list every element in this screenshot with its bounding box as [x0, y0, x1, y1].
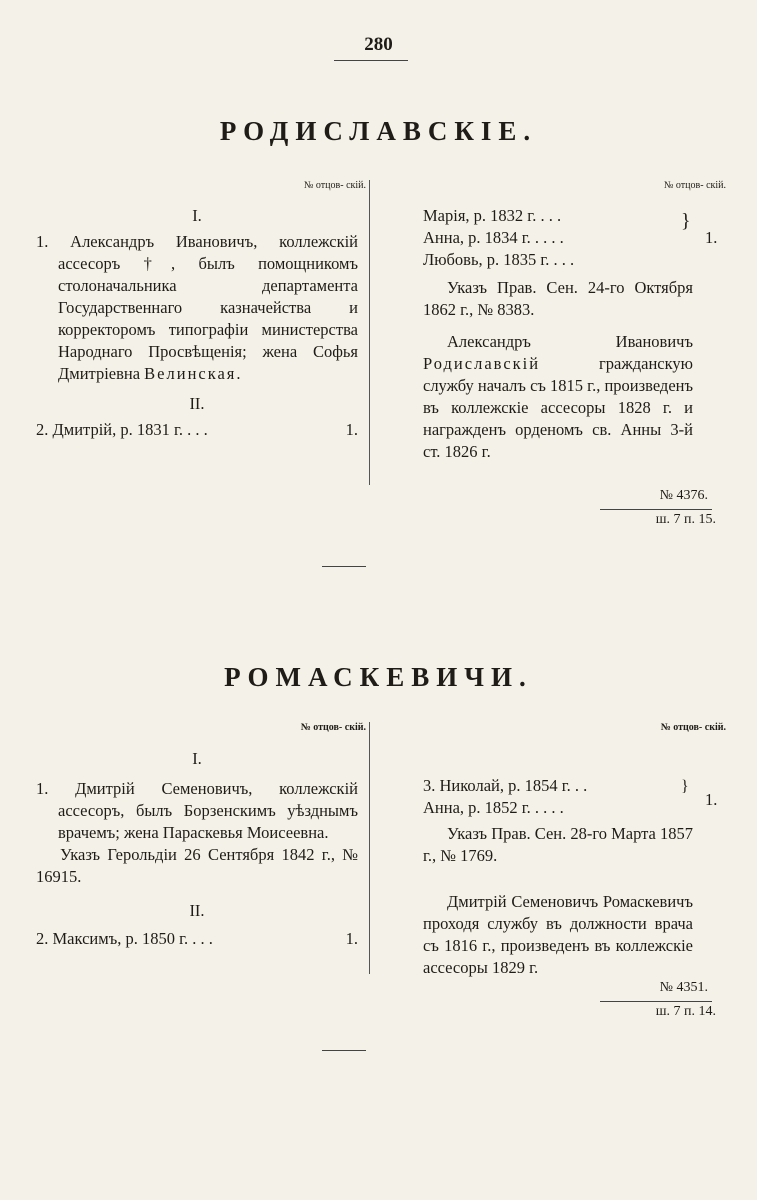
section-separator: [322, 1050, 366, 1051]
entry-paragraph: 1. Дмитрій Семеновичъ, коллежскій ассесоръ, былъ Борзенскимъ уѣзднымъ врачемъ; жена Параскевья Моисеевна.: [36, 779, 358, 842]
child-text: 2. Максимъ, р. 1850 г. . . .: [36, 929, 213, 948]
child-entry: [36, 419, 358, 441]
child-text: Анна, р. 1834 г. . . . .: [423, 228, 564, 247]
child-text: 2. Дмитрій, р. 1831 г. . . .: [36, 420, 208, 439]
decree-reference: Указъ Герольдіи 26 Сентября 1842 г., № 16915.: [36, 845, 358, 886]
child-text: Марія, р. 1832 г. . . .: [423, 206, 562, 225]
roman-numeral: I.: [192, 749, 202, 768]
roman-numeral: II.: [189, 394, 205, 413]
section1-left-column: [36, 205, 358, 441]
child-text: 3. Николай, р. 1854 г. . .: [423, 776, 588, 795]
archive-rule: [600, 1001, 712, 1002]
roman-numeral: II.: [189, 901, 205, 920]
child-entry: [36, 928, 358, 950]
column-header-left: № отцов- скій.: [300, 722, 366, 733]
generation-number: 1.: [705, 790, 718, 809]
biography-paragraph: [423, 331, 693, 463]
biography-text: гражданскую службу началъ съ 1815 г., произведенъ въ коллежскіе ассесоры 1828 г. и награжденъ орденомъ св. Анны 3-й ст. 1826 г.: [423, 354, 694, 461]
roman-numeral: I.: [192, 206, 202, 225]
child-text: Анна, р. 1852 г. . . . .: [423, 798, 564, 817]
entry-text: 1. Александръ Ивановичъ, коллежскій ассесоръ †, былъ помощникомъ столоначальника департамента Государственнаго казначейства и корректоромъ типографіи министерства Народнаго Просвѣщенія; жена Софья Дмитріевна: [36, 232, 358, 383]
decree-reference: Указъ Прав. Сен. 24-го Октября 1862 г., № 8383.: [423, 278, 693, 319]
section-title-rodislavskie: РОДИСЛАВСКІЕ.: [219, 116, 538, 146]
entry-paragraph: [36, 231, 358, 385]
section2-left-column: [36, 748, 358, 950]
generation-number: 1.: [705, 228, 718, 247]
page-number: 280: [364, 34, 393, 55]
section-separator: [322, 566, 366, 567]
brace-glyph: }: [681, 778, 689, 795]
section2-right-column: [423, 775, 723, 979]
archive-shelf: ш. 7 п. 15.: [655, 512, 716, 527]
archive-rule: [600, 509, 712, 510]
archive-number: № 4351.: [659, 980, 708, 995]
spaced-surname: Родиславскій: [423, 354, 541, 373]
archive-shelf: ш. 7 п. 14.: [655, 1004, 716, 1019]
biography-name: Александръ Ивановичъ: [447, 332, 693, 351]
generation-number: 1.: [345, 929, 358, 948]
children-group: [423, 205, 691, 271]
biography-paragraph: Дмитрій Семеновичъ Ромаскевичъ проходя службу въ должности врача съ 1816 г., произведенъ въ коллежскіе ассесоры 1829 г.: [423, 892, 693, 977]
column-divider: [369, 180, 370, 485]
brace-glyph: }: [681, 210, 691, 232]
spaced-surname: Велинская.: [144, 364, 243, 383]
column-header-right: № отцов- скій.: [663, 180, 726, 191]
decree-reference: Указъ Прав. Сен. 28-го Марта 1857 г., № 1769.: [423, 824, 693, 865]
generation-number: 1.: [345, 420, 358, 439]
page-number-rule: [334, 60, 408, 61]
children-group: [423, 775, 689, 819]
column-header-right: № отцов- скій.: [660, 722, 726, 733]
column-divider: [369, 722, 370, 974]
section-title-romaskevichi: РОМАСКЕВИЧИ.: [224, 662, 533, 692]
section1-right-column: [423, 205, 723, 463]
archive-number: № 4376.: [659, 488, 708, 503]
child-text: Любовь, р. 1835 г. . . .: [423, 250, 575, 269]
column-header-left: № отцов- скій.: [303, 180, 366, 191]
